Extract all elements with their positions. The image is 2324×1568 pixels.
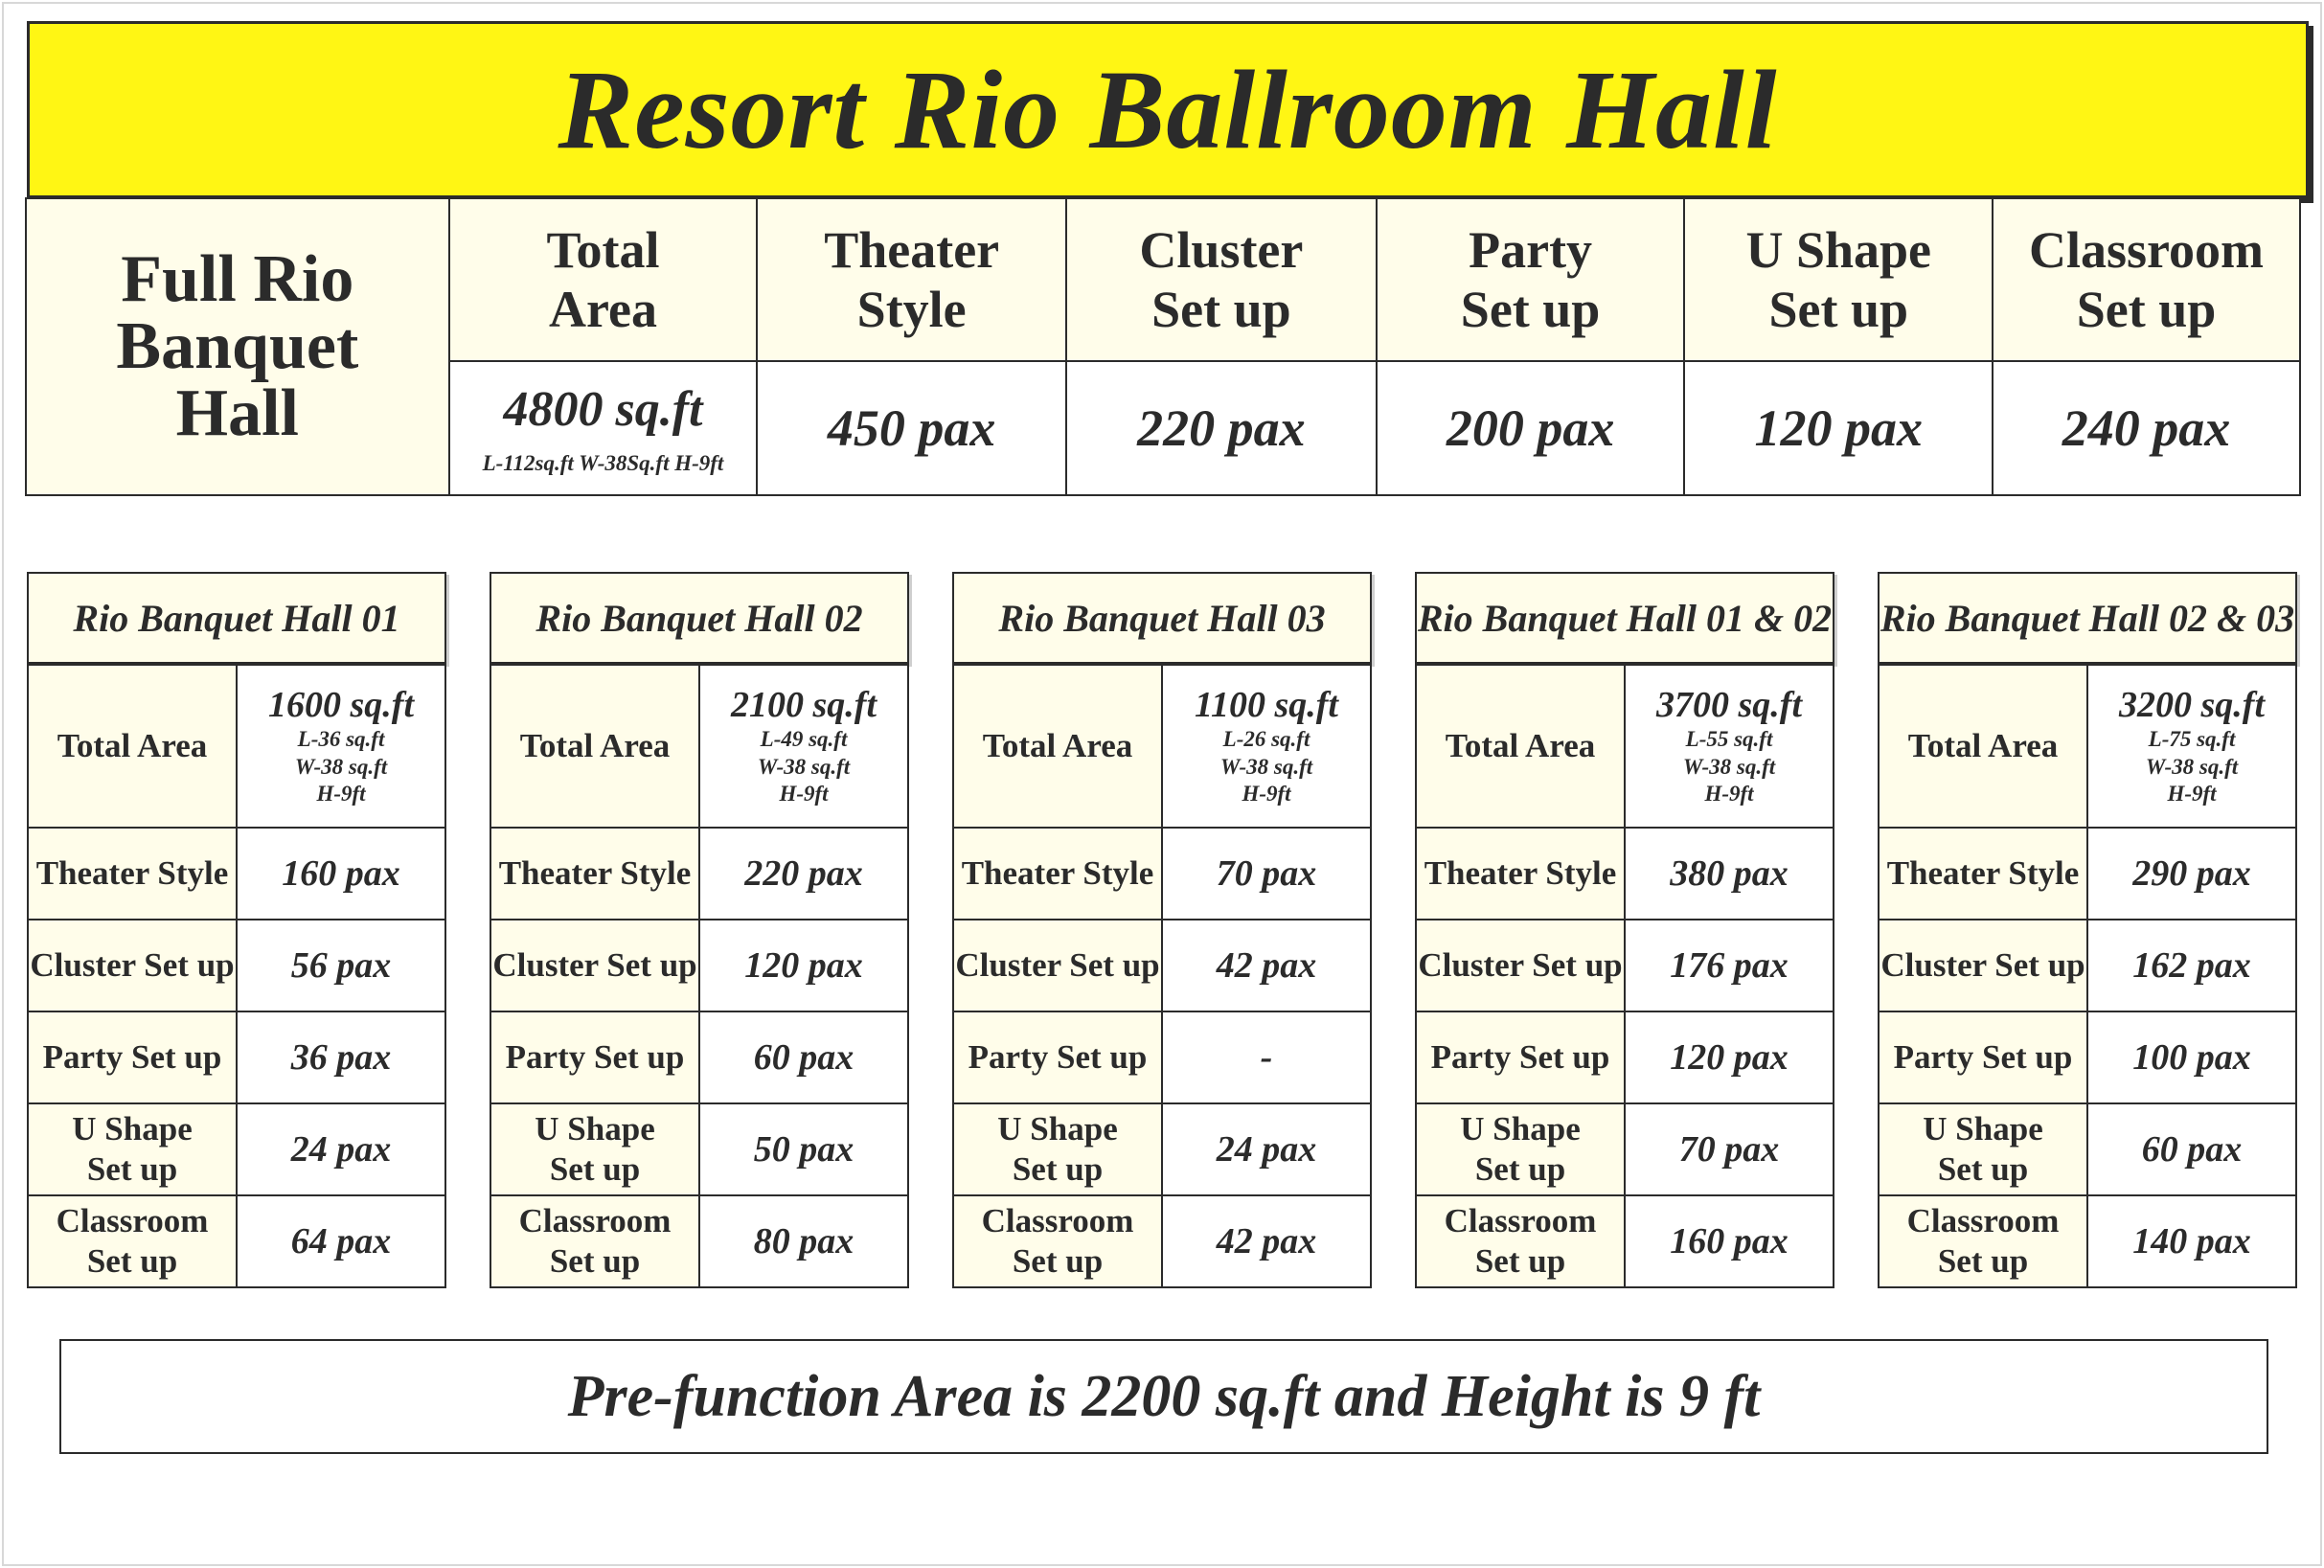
header-theater-style: Theater Style bbox=[757, 198, 1066, 361]
value-party: - bbox=[1162, 1011, 1371, 1103]
hall-table bbox=[490, 664, 909, 1288]
hall-table bbox=[1415, 664, 1834, 1288]
header-ushape-setup: U Shape Set up bbox=[1684, 198, 1993, 361]
hall-table bbox=[952, 664, 1372, 1288]
hall-title: Rio Banquet Hall 03 bbox=[952, 572, 1372, 664]
label-total-area: Total Area bbox=[1416, 665, 1625, 828]
hall-title: Rio Banquet Hall 02 & 03 bbox=[1878, 572, 2297, 664]
full-hall-party: 200 pax bbox=[1377, 361, 1685, 495]
value-ushape: 24 pax bbox=[237, 1103, 445, 1195]
value-classroom: 160 pax bbox=[1625, 1195, 1834, 1287]
hall-card-02-03 bbox=[1878, 572, 2297, 1280]
value-theater: 160 pax bbox=[237, 828, 445, 920]
page-title: Resort Rio Ballroom Hall bbox=[558, 46, 1778, 172]
label-theater: Theater Style bbox=[28, 828, 237, 920]
label-total-area: Total Area bbox=[490, 665, 699, 828]
label-ushape: U Shape Set up bbox=[1416, 1103, 1625, 1195]
prefunction-note bbox=[59, 1339, 2268, 1454]
hall-title: Rio Banquet Hall 01 & 02 bbox=[1415, 572, 1834, 664]
label-total-area: Total Area bbox=[28, 665, 237, 828]
value-party: 60 pax bbox=[699, 1011, 908, 1103]
label-cluster: Cluster Set up bbox=[1416, 920, 1625, 1011]
value-cluster: 176 pax bbox=[1625, 920, 1834, 1011]
label-ushape: U Shape Set up bbox=[28, 1103, 237, 1195]
value-theater: 380 pax bbox=[1625, 828, 1834, 920]
full-hall-classroom: 240 pax bbox=[1993, 361, 2300, 495]
full-hall-area: 4800 sq.ft L-112sq.ft W-38Sq.ft H-9ft bbox=[449, 361, 758, 495]
full-hall-table bbox=[25, 197, 2301, 496]
value-party: 100 pax bbox=[2087, 1011, 2296, 1103]
value-area: 2100 sq.ft L-49 sq.ft W-38 sq.ft H-9ft bbox=[699, 665, 908, 828]
label-party: Party Set up bbox=[1879, 1011, 2087, 1103]
value-theater: 70 pax bbox=[1162, 828, 1371, 920]
label-cluster: Cluster Set up bbox=[1879, 920, 2087, 1011]
label-total-area: Total Area bbox=[953, 665, 1162, 828]
label-theater: Theater Style bbox=[1879, 828, 2087, 920]
label-classroom: Classroom Set up bbox=[953, 1195, 1162, 1287]
label-cluster: Cluster Set up bbox=[28, 920, 237, 1011]
label-party: Party Set up bbox=[953, 1011, 1162, 1103]
value-area: 3700 sq.ft L-55 sq.ft W-38 sq.ft H-9ft bbox=[1625, 665, 1834, 828]
value-ushape: 70 pax bbox=[1625, 1103, 1834, 1195]
value-party: 36 pax bbox=[237, 1011, 445, 1103]
value-theater: 220 pax bbox=[699, 828, 908, 920]
value-classroom: 80 pax bbox=[699, 1195, 908, 1287]
label-classroom: Classroom Set up bbox=[1879, 1195, 2087, 1287]
label-classroom: Classroom Set up bbox=[490, 1195, 699, 1287]
value-ushape: 60 pax bbox=[2087, 1103, 2296, 1195]
full-hall-cluster: 220 pax bbox=[1066, 361, 1377, 495]
value-cluster: 120 pax bbox=[699, 920, 908, 1011]
label-theater: Theater Style bbox=[1416, 828, 1625, 920]
label-total-area: Total Area bbox=[1879, 665, 2087, 828]
value-ushape: 50 pax bbox=[699, 1103, 908, 1195]
hall-card-01 bbox=[27, 572, 446, 1280]
full-hall-name: Full Rio Banquet Hall bbox=[26, 198, 449, 495]
label-party: Party Set up bbox=[28, 1011, 237, 1103]
label-ushape: U Shape Set up bbox=[953, 1103, 1162, 1195]
hall-card-02 bbox=[490, 572, 909, 1280]
label-ushape: U Shape Set up bbox=[1879, 1103, 2087, 1195]
value-cluster: 162 pax bbox=[2087, 920, 2296, 1011]
header-party-setup: Party Set up bbox=[1377, 198, 1685, 361]
hall-card-01-02 bbox=[1415, 572, 1834, 1280]
value-cluster: 42 pax bbox=[1162, 920, 1371, 1011]
label-theater: Theater Style bbox=[490, 828, 699, 920]
value-classroom: 140 pax bbox=[2087, 1195, 2296, 1287]
value-area: 1100 sq.ft L-26 sq.ft W-38 sq.ft H-9ft bbox=[1162, 665, 1371, 828]
hall-card-03 bbox=[952, 572, 1372, 1280]
header-total-area: Total Area bbox=[449, 198, 758, 361]
value-area: 3200 sq.ft L-75 sq.ft W-38 sq.ft H-9ft bbox=[2087, 665, 2296, 828]
full-hall-ushape: 120 pax bbox=[1684, 361, 1993, 495]
hall-table bbox=[27, 664, 446, 1288]
value-classroom: 64 pax bbox=[237, 1195, 445, 1287]
header-classroom-setup: Classroom Set up bbox=[1993, 198, 2300, 361]
full-hall-theater: 450 pax bbox=[757, 361, 1066, 495]
label-party: Party Set up bbox=[490, 1011, 699, 1103]
value-theater: 290 pax bbox=[2087, 828, 2296, 920]
label-classroom: Classroom Set up bbox=[1416, 1195, 1625, 1287]
hall-title: Rio Banquet Hall 02 bbox=[490, 572, 909, 664]
prefunction-text: Pre-function Area is 2200 sq.ft and Height is 9 ft bbox=[567, 1363, 1761, 1429]
label-cluster: Cluster Set up bbox=[490, 920, 699, 1011]
label-classroom: Classroom Set up bbox=[28, 1195, 237, 1287]
value-classroom: 42 pax bbox=[1162, 1195, 1371, 1287]
title-banner bbox=[27, 21, 2309, 198]
value-area: 1600 sq.ft L-36 sq.ft W-38 sq.ft H-9ft bbox=[237, 665, 445, 828]
label-ushape: U Shape Set up bbox=[490, 1103, 699, 1195]
hall-table bbox=[1878, 664, 2297, 1288]
value-cluster: 56 pax bbox=[237, 920, 445, 1011]
hall-title: Rio Banquet Hall 01 bbox=[27, 572, 446, 664]
label-theater: Theater Style bbox=[953, 828, 1162, 920]
header-cluster-setup: Cluster Set up bbox=[1066, 198, 1377, 361]
value-party: 120 pax bbox=[1625, 1011, 1834, 1103]
value-ushape: 24 pax bbox=[1162, 1103, 1371, 1195]
label-cluster: Cluster Set up bbox=[953, 920, 1162, 1011]
label-party: Party Set up bbox=[1416, 1011, 1625, 1103]
